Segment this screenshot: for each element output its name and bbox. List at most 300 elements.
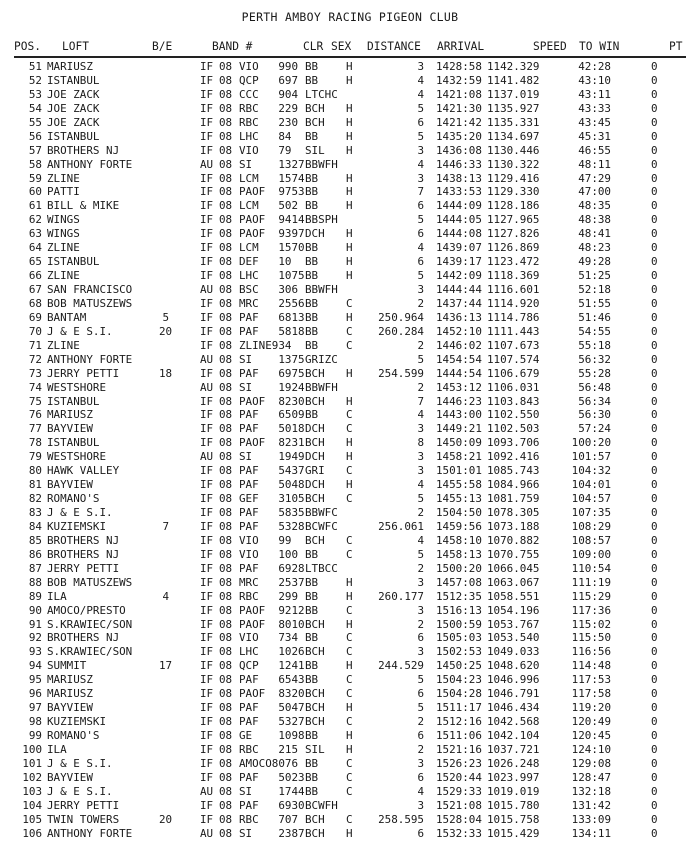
table-row	[0, 604, 700, 618]
row-points: 0	[651, 575, 658, 589]
row-position: 66	[28, 269, 42, 283]
row-band-org: AU	[200, 380, 214, 394]
row-color: BBWFC	[305, 506, 338, 519]
row-band-year: 08	[219, 60, 233, 73]
row-to-win: 48:41	[578, 227, 611, 241]
row-loft: ILA	[47, 589, 67, 603]
row-band-number: PAF 5048	[239, 478, 305, 492]
table-row	[0, 283, 700, 297]
row-points: 0	[651, 143, 658, 157]
row-arrival: 1438:13	[436, 171, 482, 185]
row-band-number: SI 1924	[239, 380, 305, 394]
row-arrival: 1444:05	[436, 213, 482, 227]
row-position: 53	[28, 87, 42, 101]
row-speed: 1141.482	[487, 73, 540, 87]
row-band-year: 08	[219, 729, 233, 742]
row-points: 0	[651, 115, 658, 129]
row-color: BCH	[305, 101, 325, 115]
row-speed: 1106.679	[487, 366, 540, 380]
row-points: 0	[651, 241, 658, 255]
row-points: 0	[651, 464, 658, 478]
row-band-number: PAF 5437	[239, 464, 305, 478]
row-sex: C	[346, 492, 353, 506]
row-arrival: 1421:08	[436, 87, 482, 101]
header-band: BAND #	[212, 40, 253, 53]
row-distance: 7	[417, 185, 424, 199]
row-to-win: 104:57	[571, 492, 611, 506]
row-arrival: 1444:44	[436, 283, 482, 296]
table-row	[0, 395, 700, 409]
row-position: 59	[28, 171, 42, 185]
row-band-org: IF	[200, 436, 214, 450]
row-band-org: AU	[200, 784, 214, 798]
table-row	[0, 478, 700, 492]
table-row	[0, 102, 700, 116]
row-color: BBSPH	[305, 213, 338, 227]
row-band-year: 08	[219, 227, 233, 241]
row-distance: 3	[417, 450, 424, 464]
row-points: 0	[651, 324, 658, 338]
row-band-number: PAF 5047	[239, 701, 305, 715]
row-arrival: 1528:04	[436, 812, 482, 826]
row-color: BCWFH	[305, 798, 338, 812]
row-arrival: 1501:01	[436, 464, 482, 478]
table-row	[0, 88, 700, 102]
row-loft: BAYVIEW	[47, 478, 93, 492]
row-band-year: 08	[219, 519, 233, 533]
row-position: 103	[22, 784, 42, 798]
row-to-win: 101:57	[571, 450, 611, 464]
row-arrival: 1450:25	[436, 659, 482, 673]
row-band-number: SI 2387	[239, 826, 305, 840]
row-position: 61	[28, 199, 42, 213]
row-loft: BAYVIEW	[47, 422, 93, 436]
row-distance: 3	[417, 756, 424, 770]
row-arrival: 1444:08	[436, 227, 482, 241]
row-band-year: 08	[219, 464, 233, 478]
row-points: 0	[651, 87, 658, 101]
row-speed: 1019.019	[487, 784, 540, 798]
row-loft: J & E S.I.	[47, 324, 113, 338]
table-row	[0, 74, 700, 88]
row-distance: 258.595	[378, 812, 424, 826]
row-loft: HAWK VALLEY	[47, 464, 120, 478]
row-band-year: 08	[219, 241, 233, 255]
row-loft: ZLINE	[47, 241, 80, 255]
row-speed: 1023.997	[487, 770, 540, 784]
row-band-year: 08	[219, 129, 233, 143]
row-speed: 1127.826	[487, 227, 540, 241]
row-to-win: 111:19	[571, 575, 611, 589]
row-band-number: SI 1327	[239, 157, 305, 171]
row-points: 0	[651, 798, 658, 812]
row-to-win: 117:53	[571, 673, 611, 687]
row-color: BCH	[305, 701, 325, 715]
header-pt: PT	[669, 40, 683, 53]
row-loft: BAYVIEW	[47, 770, 93, 784]
row-band-org: IF	[200, 87, 214, 101]
row-band-org: IF	[200, 561, 214, 575]
row-loft: JERRY PETTI	[47, 798, 120, 812]
row-to-win: 56:48	[578, 380, 611, 394]
row-loft: WESTSHORE	[47, 450, 107, 464]
row-arrival: 1458:21	[436, 450, 482, 464]
row-loft: ANTHONY FORTE	[47, 157, 133, 171]
row-arrival: 1439:17	[436, 255, 482, 269]
row-to-win: 45:31	[578, 129, 611, 143]
row-points: 0	[651, 422, 658, 436]
row-distance: 2	[417, 715, 424, 729]
row-loft: BANTAM	[47, 310, 87, 324]
row-to-win: 133:09	[571, 812, 611, 826]
row-band-org: IF	[200, 603, 214, 617]
row-speed: 1015.780	[487, 798, 540, 812]
row-to-win: 51:46	[578, 310, 611, 324]
row-speed: 1126.869	[487, 241, 540, 255]
table-row	[0, 827, 700, 841]
table-row	[0, 185, 700, 199]
row-to-win: 114:48	[571, 659, 611, 673]
table-row	[0, 269, 700, 283]
row-color: BB	[305, 756, 319, 770]
row-color: BB	[305, 324, 319, 338]
header-to-win: TO WIN	[579, 40, 620, 53]
row-band-number: PAF 5327	[239, 715, 305, 729]
row-band-org: IF	[200, 408, 214, 422]
row-speed: 1053.767	[487, 617, 540, 631]
row-band-year: 08	[219, 715, 233, 729]
row-sex: H	[346, 589, 353, 603]
row-distance: 244.529	[378, 659, 424, 673]
row-to-win: 115:50	[571, 631, 611, 645]
table-row	[0, 339, 700, 353]
row-band-year: 08	[219, 171, 233, 185]
row-color: BB	[305, 770, 319, 784]
row-band-org: IF	[200, 296, 214, 310]
row-band-number: PAF 6813	[239, 310, 305, 324]
row-band-year: 08	[219, 784, 233, 798]
table-row	[0, 799, 700, 813]
row-position: 82	[28, 492, 42, 506]
row-position: 57	[28, 143, 42, 157]
row-arrival: 1442:09	[436, 269, 482, 283]
row-color: BCH	[305, 715, 325, 729]
row-to-win: 100:20	[571, 436, 611, 450]
row-be: 5	[162, 310, 169, 324]
row-to-win: 51:25	[578, 269, 611, 283]
row-distance: 3	[417, 422, 424, 436]
row-color: BCH	[305, 645, 325, 659]
row-speed: 1084.966	[487, 478, 540, 492]
row-band-org: IF	[200, 547, 214, 561]
row-distance: 254.599	[378, 366, 424, 380]
row-band-year: 08	[219, 645, 233, 659]
row-position: 80	[28, 464, 42, 478]
table-row	[0, 771, 700, 785]
row-band-year: 08	[219, 561, 233, 575]
row-sex: H	[346, 310, 353, 324]
row-band-org: IF	[200, 617, 214, 631]
row-band-year: 08	[219, 213, 233, 227]
row-distance: 6	[417, 631, 424, 645]
row-band-year: 08	[219, 324, 233, 338]
row-band-year: 08	[219, 296, 233, 310]
row-sex: H	[346, 255, 353, 269]
row-sex: H	[346, 436, 353, 450]
row-position: 54	[28, 101, 42, 115]
row-band-org: IF	[200, 659, 214, 673]
row-speed: 1135.331	[487, 115, 540, 129]
row-band-number: PAOF 9414	[239, 213, 305, 227]
row-distance: 6	[417, 227, 424, 241]
table-row	[0, 422, 700, 436]
row-band-org: IF	[200, 101, 214, 115]
row-band-org: IF	[200, 519, 214, 533]
row-speed: 1046.791	[487, 687, 540, 701]
row-band-year: 08	[219, 366, 233, 380]
row-band-number: SI 1949	[239, 450, 305, 464]
row-to-win: 116:56	[571, 645, 611, 659]
table-row	[0, 241, 700, 255]
row-loft: ISTANBUL	[47, 73, 100, 87]
row-band-org: IF	[200, 324, 214, 338]
row-points: 0	[651, 506, 658, 519]
row-position: 58	[28, 157, 42, 171]
row-band-year: 08	[219, 575, 233, 589]
row-sex: C	[346, 687, 353, 701]
row-band-year: 08	[219, 101, 233, 115]
row-band-org: IF	[200, 464, 214, 478]
row-speed: 1106.031	[487, 380, 540, 394]
row-sex: C	[346, 770, 353, 784]
row-color: BCH	[305, 812, 325, 826]
row-loft: J & E S.I.	[47, 784, 113, 798]
row-position: 86	[28, 547, 42, 561]
row-band-year: 08	[219, 687, 233, 701]
row-sex: H	[346, 227, 353, 241]
row-color: BBWFH	[305, 283, 338, 296]
row-loft: BILL & MIKE	[47, 199, 120, 213]
row-band-number: RBC 707	[239, 812, 299, 826]
row-band-number: PAOF 8230	[239, 394, 305, 408]
row-arrival: 1526:23	[436, 756, 482, 770]
row-band-number: ZLINE934	[239, 338, 292, 352]
row-arrival: 1437:44	[436, 296, 482, 310]
row-loft: WINGS	[47, 213, 80, 227]
row-color: BCH	[305, 366, 325, 380]
table-row	[0, 673, 700, 687]
table-row	[0, 367, 700, 381]
table-row	[0, 199, 700, 213]
header-rule	[14, 56, 686, 58]
row-band-org: IF	[200, 533, 214, 547]
row-loft: ZLINE	[47, 171, 80, 185]
row-points: 0	[651, 756, 658, 770]
row-loft: ISTANBUL	[47, 394, 100, 408]
row-band-number: LCM 1570	[239, 241, 305, 255]
row-speed: 1015.758	[487, 812, 540, 826]
row-band-number: LCM 502	[239, 199, 299, 213]
row-speed: 1070.755	[487, 547, 540, 561]
row-distance: 5	[417, 269, 424, 283]
table-row	[0, 116, 700, 130]
row-band-year: 08	[219, 589, 233, 603]
row-distance: 2	[417, 506, 424, 519]
row-points: 0	[651, 533, 658, 547]
row-speed: 1049.033	[487, 645, 540, 659]
row-band-number: LHC 84	[239, 129, 292, 143]
row-distance: 250.964	[378, 310, 424, 324]
row-loft: BOB MATUSZEWS	[47, 575, 133, 589]
row-band-number: PAF 5023	[239, 770, 305, 784]
row-distance: 3	[417, 798, 424, 812]
row-speed: 1092.416	[487, 450, 540, 464]
row-band-org: IF	[200, 478, 214, 492]
row-distance: 8	[417, 436, 424, 450]
row-points: 0	[651, 283, 658, 296]
row-points: 0	[651, 255, 658, 269]
row-distance: 3	[417, 283, 424, 296]
row-loft: ISTANBUL	[47, 129, 100, 143]
row-loft: ANTHONY FORTE	[47, 826, 133, 840]
row-band-year: 08	[219, 533, 233, 547]
row-speed: 1037.721	[487, 742, 540, 756]
row-band-number: PAF 5018	[239, 422, 305, 436]
table-row	[0, 130, 700, 144]
row-position: 90	[28, 603, 42, 617]
row-be: 7	[162, 519, 169, 533]
row-band-year: 08	[219, 603, 233, 617]
row-points: 0	[651, 227, 658, 241]
row-position: 87	[28, 561, 42, 575]
row-arrival: 1435:20	[436, 129, 482, 143]
row-to-win: 107:35	[571, 506, 611, 519]
row-points: 0	[651, 519, 658, 533]
row-sex: H	[346, 199, 353, 213]
row-to-win: 117:36	[571, 603, 611, 617]
row-points: 0	[651, 352, 658, 366]
row-band-org: IF	[200, 756, 214, 770]
row-color: BB	[305, 575, 319, 589]
row-band-org: IF	[200, 575, 214, 589]
row-points: 0	[651, 269, 658, 283]
row-band-org: IF	[200, 73, 214, 87]
row-distance: 3	[417, 464, 424, 478]
table-row	[0, 813, 700, 827]
row-sex: H	[346, 73, 353, 87]
row-to-win: 43:11	[578, 87, 611, 101]
row-arrival: 1532:33	[436, 826, 482, 840]
row-points: 0	[651, 478, 658, 492]
row-band-org: IF	[200, 227, 214, 241]
row-band-number: MRC 2556	[239, 296, 305, 310]
row-to-win: 48:38	[578, 213, 611, 227]
row-band-org: IF	[200, 715, 214, 729]
row-color: BB	[305, 296, 319, 310]
row-loft: MARIUSZ	[47, 673, 93, 687]
table-row	[0, 450, 700, 464]
row-color: BB	[305, 338, 319, 352]
row-arrival: 1444:54	[436, 366, 482, 380]
row-distance: 4	[417, 533, 424, 547]
row-speed: 1066.045	[487, 561, 540, 575]
row-band-number: SI 1744	[239, 784, 305, 798]
row-speed: 1103.843	[487, 394, 540, 408]
row-points: 0	[651, 701, 658, 715]
row-arrival: 1504:28	[436, 687, 482, 701]
row-color: BB	[305, 729, 319, 742]
row-band-org: IF	[200, 394, 214, 408]
row-band-year: 08	[219, 812, 233, 826]
row-to-win: 43:33	[578, 101, 611, 115]
row-band-year: 08	[219, 701, 233, 715]
row-distance: 260.284	[378, 324, 424, 338]
row-to-win: 49:28	[578, 255, 611, 269]
row-arrival: 1505:03	[436, 631, 482, 645]
row-distance: 2	[417, 742, 424, 756]
row-sex: C	[346, 533, 353, 547]
row-speed: 1042.104	[487, 729, 540, 742]
row-band-year: 08	[219, 115, 233, 129]
row-arrival: 1457:08	[436, 575, 482, 589]
row-points: 0	[651, 826, 658, 840]
row-speed: 1107.673	[487, 338, 540, 352]
row-color: SIL	[305, 143, 325, 157]
row-band-org: AU	[200, 450, 214, 464]
row-band-year: 08	[219, 408, 233, 422]
row-sex: H	[346, 450, 353, 464]
row-speed: 1081.759	[487, 492, 540, 506]
row-loft: BAYVIEW	[47, 701, 93, 715]
row-band-org: IF	[200, 770, 214, 784]
row-speed: 1130.322	[487, 157, 540, 171]
row-sex: H	[346, 269, 353, 283]
row-loft: ISTANBUL	[47, 436, 100, 450]
row-color: BB	[305, 631, 319, 645]
row-points: 0	[651, 157, 658, 171]
row-band-year: 08	[219, 185, 233, 199]
table-row	[0, 687, 700, 701]
row-distance: 5	[417, 701, 424, 715]
row-points: 0	[651, 631, 658, 645]
row-band-year: 08	[219, 380, 233, 394]
row-loft: TWIN TOWERS	[47, 812, 120, 826]
row-points: 0	[651, 101, 658, 115]
row-band-number: BSC 306	[239, 283, 299, 296]
row-arrival: 1504:50	[436, 506, 482, 519]
row-to-win: 55:28	[578, 366, 611, 380]
row-to-win: 56:34	[578, 394, 611, 408]
row-position: 96	[28, 687, 42, 701]
row-distance: 3	[417, 575, 424, 589]
row-band-year: 08	[219, 617, 233, 631]
row-distance: 4	[417, 241, 424, 255]
row-points: 0	[651, 673, 658, 687]
row-band-number: SI 1375	[239, 352, 305, 366]
table-row	[0, 381, 700, 395]
row-color: GRIZC	[305, 352, 338, 366]
row-loft: ANTHONY FORTE	[47, 352, 133, 366]
row-position: 52	[28, 73, 42, 87]
row-distance: 6	[417, 729, 424, 742]
row-points: 0	[651, 60, 658, 73]
row-arrival: 1428:58	[436, 60, 482, 73]
row-speed: 1129.416	[487, 171, 540, 185]
row-points: 0	[651, 645, 658, 659]
row-points: 0	[651, 394, 658, 408]
row-arrival: 1421:30	[436, 101, 482, 115]
row-sex: C	[346, 464, 353, 478]
